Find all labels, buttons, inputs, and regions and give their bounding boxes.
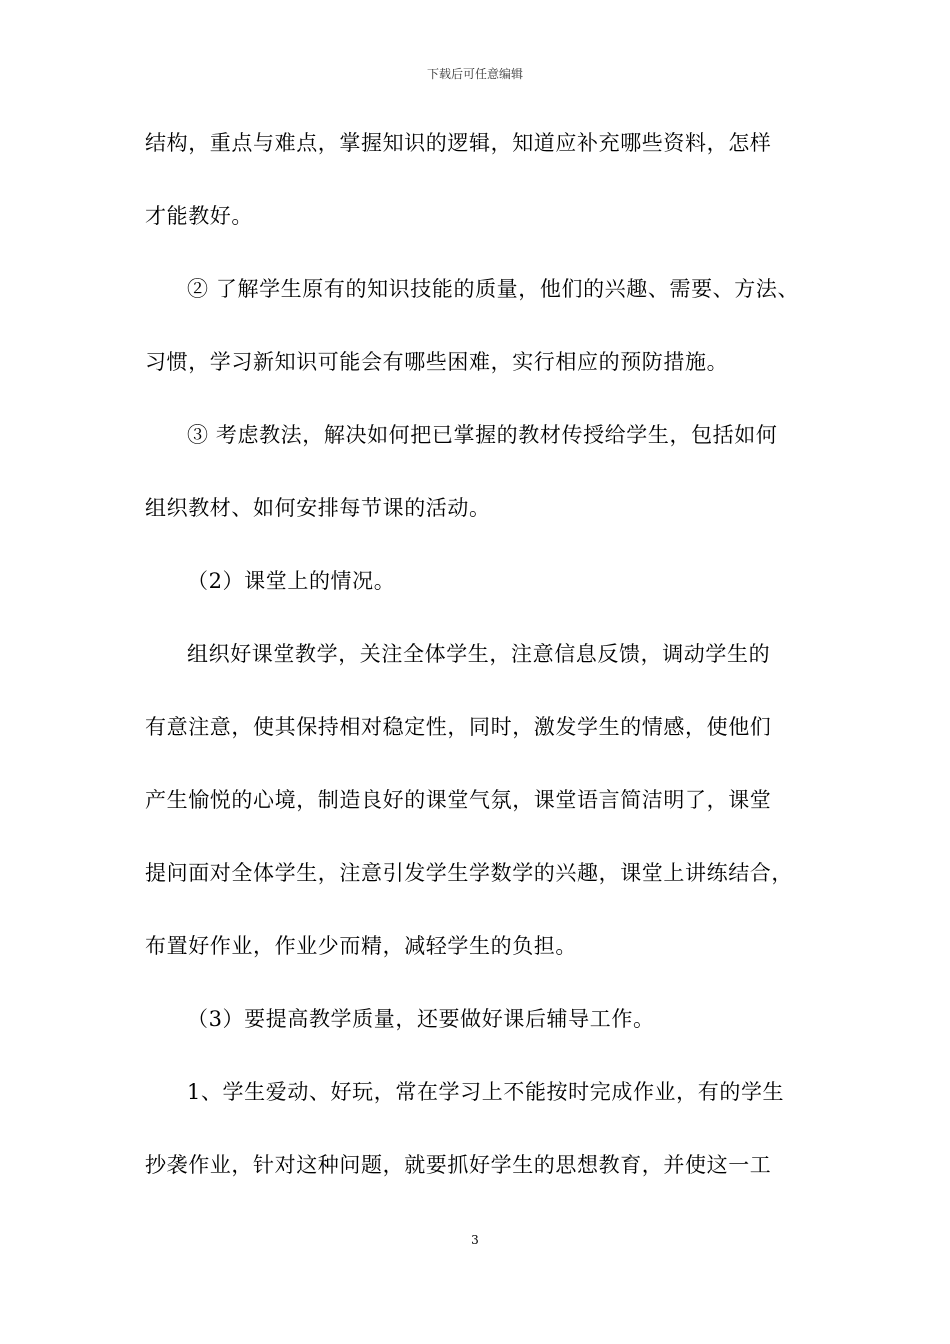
text-line: 才能教好。 <box>145 204 253 228</box>
text-line: 提问面对全体学生，注意引发学生学数学的兴趣，课堂上讲练结合， <box>145 861 793 885</box>
text-line: 组织教材、如何安排每节课的活动。 <box>145 496 491 520</box>
text-line: 有意注意，使其保持相对稳定性，同时，激发学生的情感，使他们 <box>145 715 772 739</box>
page-number: 3 <box>471 1233 479 1247</box>
text-line: 组织好课堂教学，关注全体学生，注意信息反馈，调动学生的 <box>187 642 771 666</box>
section-heading: （2）课堂上的情况。 <box>187 569 396 593</box>
text-line: ② 了解学生原有的知识技能的质量，他们的兴趣、需要、方法、 <box>187 277 800 301</box>
text-line: 产生愉悦的心境，制造良好的课堂气氛，课堂语言简洁明了，课堂 <box>145 788 772 812</box>
text-line: 习惯，学习新知识可能会有哪些困难，实行相应的预防措施。 <box>145 350 729 374</box>
text-line: 结构，重点与难点，掌握知识的逻辑，知道应补充哪些资料，怎样 <box>145 131 772 155</box>
text-line: ③ 考虑教法，解决如何把已掌握的教材传授给学生，包括如何 <box>187 423 778 447</box>
page-header: 下载后可任意编辑 <box>426 67 523 81</box>
section-heading: （3）要提高教学质量，还要做好课后辅导工作。 <box>187 1007 655 1031</box>
text-line: 1、学生爱动、好玩，常在学习上不能按时完成作业，有的学生 <box>187 1080 785 1104</box>
text-line: 抄袭作业，针对这种问题，就要抓好学生的思想教育，并使这一工 <box>145 1153 772 1177</box>
text-line: 布置好作业，作业少而精，减轻学生的负担。 <box>145 934 577 958</box>
